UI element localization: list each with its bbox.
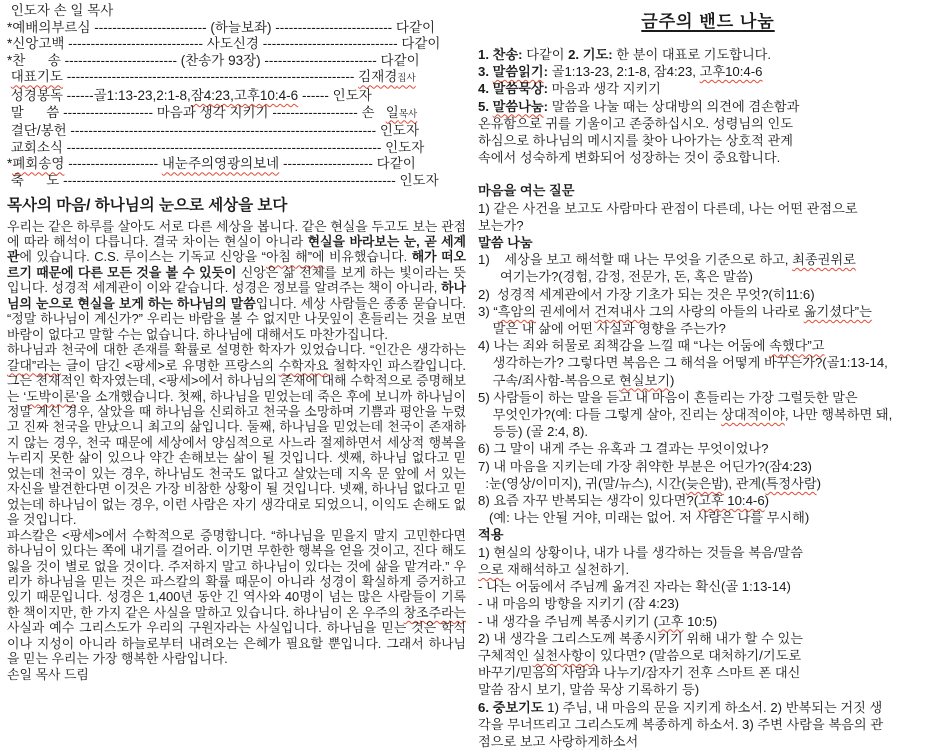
- text-run: 다같이: [522, 47, 569, 62]
- text-run: - 나는 어둠에서 주님께 옮겨진 자라는 확신(골 1:13-14): [478, 579, 791, 595]
- text-line: [478, 337, 938, 354]
- text-run: :눈(영상/이미지), 귀(말/뉴스), 시간(: [478, 475, 686, 491]
- text-run: 각을 무너뜨리고 그리스도께 복종하게 하소서. 3) 주변 사람을 복음의 관: [478, 716, 884, 732]
- text-line: [478, 80, 938, 97]
- text-line: [478, 578, 938, 595]
- misspelled-word: 흑암의: [497, 303, 536, 319]
- text-run: 8) 요즘 자꾸 반복되는 생각이 있다면?(: [478, 493, 699, 509]
- text-run: 사실과 예수 그리스도가 우리의 구원자라는 사실입니다. 하나님을 믿는 것은 학식이나 지성이 아니라 하늘로부터 내려오는 은혜가 필요할 뿐입니다. 그래서 하나님을 믿는 우리는 가장 행복한 사람입니다.: [7, 620, 466, 667]
- text-run: 온유함으로 귀를 기울이고 존중하십시오. 성령님의 인도: [478, 115, 793, 131]
- misspelled-word: 내눈주의영광의보네: [161, 156, 280, 172]
- text-run: (예: 나는 안될 거야, 미래는 없어. 저 사람은 나를 무시해): [478, 510, 810, 526]
- text-run: 말 씀 -------------------- 마음과 생각 지키기 ------------------- 손: [7, 104, 386, 120]
- text-line: [7, 20, 466, 37]
- right-column: [478, 5, 938, 750]
- text-line: [478, 354, 938, 371]
- misspelled-word: 실천사항이: [532, 647, 597, 663]
- text-run: 2) 내 생각을 그리스도께 복종시키기 위해 내가 할 수 있는: [478, 630, 803, 646]
- misspelled-word: 으로: [478, 561, 504, 577]
- text-run: 하나님의 눈으로 현실을 보게 하는 하나님의 말씀: [7, 280, 466, 311]
- text-line: [7, 140, 466, 157]
- text-run: 우리는 같은 하루를 살아도 서로 다른 세상을 봅니다. 같은 현실을 두고도 보는 관점에 따라 해석이 다릅니다. 결국 차이는 현실이 아니라: [7, 218, 466, 249]
- text-run: 무엇인가?(예: 다들 그렇게 살아, 진리는: [478, 407, 722, 423]
- text-run: - 내 마음의 방향을 지키기 (잠 4:23): [478, 596, 679, 612]
- text-run: ): [764, 493, 770, 509]
- text-line: [478, 458, 938, 475]
- misspelled-word: 고후10:4-6: [699, 64, 763, 80]
- text-run: 3) “: [478, 303, 498, 319]
- text-run: 여기는가?(경험, 감정, 전문가, 돈, 혹은 말씀): [478, 269, 753, 285]
- worship-order-list: [7, 3, 466, 190]
- text-line: [478, 423, 938, 440]
- text-run: 마음을 여는 질문: [478, 183, 575, 199]
- text-run: 3.: [478, 64, 493, 80]
- text-line: [478, 251, 938, 268]
- misspelled-word: 상대적이야: [721, 407, 785, 423]
- text-run: 1) 같은 사건을 보고도 사람마다 관점이 다른데, 나는 어떤 관점으로: [478, 200, 858, 216]
- left-column: [7, 3, 466, 682]
- text-run: 글이 담긴 <팡세>로 유명한 프랑스의: [61, 357, 279, 373]
- text-run: 그의 사랑의 아들의 나라로: [645, 303, 804, 319]
- text-run: 에 있습니다. C.S. 루이스는 기독교 신앙을 “: [19, 249, 266, 265]
- text-run: ): [670, 372, 675, 388]
- text-run: 입니다. 세상 사람들은 종종 묻습니다. “정말 하나님이 계신가?” 우리는 바람을 볼 수 없지만 나뭇잎이 흔들리는 것을 보면 바람이 없다고 말할 수는 없습니다. 하나님에 대해서도 마찬가집니다.: [7, 295, 466, 342]
- text-run: 해가 떠오르기 때문에 다른 모든 것을 볼 수 있듯이: [7, 249, 466, 280]
- misspelled-word: 김재경: [358, 69, 398, 85]
- text-line: [7, 173, 466, 190]
- text-run: 1. 찬송:: [478, 47, 523, 62]
- text-run: 6. 중보기도: [478, 699, 544, 715]
- text-run: 등등) (골 2:4, 8).: [478, 424, 589, 440]
- text-line: [478, 647, 938, 664]
- text-line: [7, 123, 466, 140]
- text-line: [478, 509, 938, 526]
- text-line: [7, 156, 466, 173]
- text-run: 2) 성경적 세계관에서 가장 기초가 되는 것은 무엇?(히11:6): [478, 286, 815, 302]
- text-line: [478, 406, 938, 423]
- text-run: :: [543, 98, 549, 114]
- misspelled-word: 사랑하게하소서: [549, 733, 639, 749]
- text-run: 7) 내 마음을 지키는데 가장 취약한 부분은 어딘가?(잠4:23): [478, 458, 812, 474]
- misspelled-word: 옮기셨다”는: [803, 303, 872, 319]
- text-line: [478, 681, 938, 698]
- misspelled-word: 건져내사: [594, 303, 646, 319]
- message-closing-line: 손일 목사 드림: [7, 666, 89, 682]
- text-run: 1) 주님, 내 마음의 문을 지키게 하소서. 2) 반복되는 거짓 생: [543, 699, 883, 715]
- text-line: [478, 217, 938, 234]
- text-run: 축 도 -------------------------------------------------------------------------- 인도자: [7, 172, 439, 188]
- text-line: [478, 613, 938, 630]
- text-run: 인도자 손 일 목사: [7, 3, 114, 18]
- text-run: 현실을 바라보는 눈, 곧 세계관: [7, 233, 466, 265]
- misspelled-word: 아침 해”에: [265, 249, 325, 265]
- text-run: 생각하는가? 그렇다면 복음은 그 해석을 어떻게 바꾸는가?(골1:13-14,: [478, 355, 888, 371]
- text-run: 신앙은 삶 전체를 보게 하는 빛이라는 뜻입니다. 성경적 세계관이 이와 같습니다. 성경은 정보를 알려주는 책이 아니라,: [7, 264, 466, 296]
- text-line: [478, 98, 938, 115]
- text-line: [478, 389, 938, 406]
- text-run: 마음과 생각 지키기: [548, 81, 661, 97]
- text-run: ): [816, 475, 821, 491]
- message-paragraph: [7, 528, 466, 667]
- text-run: :: [543, 64, 549, 80]
- text-run: , 나만 행복하면 돼,: [784, 407, 893, 423]
- text-line: [478, 595, 938, 612]
- misspelled-word: 창조주라는: [403, 604, 466, 620]
- text-run: 한 분이 대표로 기도합니다.: [612, 47, 772, 62]
- misspelled-word: 고후 10:4-6: [698, 493, 765, 509]
- text-run: 권세에서: [536, 303, 595, 319]
- text-run: 적용: [478, 527, 504, 543]
- text-run: 교회소식 ---------------------------------------------------------------------- 인도자: [7, 139, 425, 155]
- text-run: 점으로 보고: [478, 733, 550, 749]
- misspelled-word: 늦은밤: [685, 475, 725, 491]
- text-run: 하심으로 하나님의 메시지를 찾아 나아가는 상호적 관계: [478, 133, 793, 149]
- misspelled-word: 갈대”라는: [7, 357, 62, 373]
- text-run: 4. 말씀묵상:: [478, 81, 549, 97]
- text-run: 4) 나는 죄와 허물로 죄책감을 느낄 때 “나는 어둠에: [478, 338, 770, 354]
- text-line: [478, 268, 938, 285]
- band-sharing-content: [478, 46, 938, 750]
- message-paragraph: [7, 219, 466, 343]
- text-line: [478, 115, 938, 132]
- text-run: 말씀을 나눌 때는 상대방의 의견에 겸손함과: [548, 98, 800, 114]
- text-run: ’을 소개했습니다. 첫째, 하나님을 믿었는데 죽은 후에 보니까 하나님이 정말 계신 경우, 살았을 때 하나님을 신뢰하고 천국을 소망하며 기쁨과 평안을 누렸고 진짜 천국을 만났으니 최고의 삶입니다. 둘째, 하나님을 믿었는데 천국이 존재하지 않는 경우, 천국 때문에 세상에서 양심적으로 사느라 절제하면서 세상적 행복을 누리지 못한 삶이 있으나 약간 손해보는 삶이 될 것입니다. 셋째, 하나님 없다고 믿었는데 천국이 있는 경우, 하나님도 천국도 없다고 살았는데 지옥 문 앞에 서 있는 자신을 발견한다면 이것은 가장 비참한 상황이 될 것입니다. 넷째, 하나님 없다고 믿었는데 하나님이 없는 경우, 이런 사람은 자기 생각대로 되었으니, 이익도 손해도 없을 것입니다.: [7, 388, 467, 528]
- text-line: [478, 200, 938, 217]
- misspelled-word: 집사: [397, 73, 416, 85]
- text-run: 파스칼은 <팡세>에서 수학적으로 증명합니다. “하나님을 믿을지 말지 고민한다면 하나님이 있다는 쪽에 내기를 걸어라. 이기면 무한한 행복을 얻을 것이고, 진다 해도 잃을 것이 별로 없을 것이다. 주저하지 말고 하나님이 있다는 것에 삶을 맡겨라.” 우리가 하나님을 믿는 것은 파스칼의 확률 때문이 아니라 성경이 확실하게 증거하고 있기 때문입니다. 성경은 1,400년 동안 긴 역사와 40명이 넘는 많은 사람들이 기록한 책이지만, 한 가지 같은 사실을 말하고 있습니다. 하나님이 온 우주의: [7, 527, 466, 620]
- spacer: [478, 166, 938, 182]
- text-run: *예배의부르심 ------------------------- (하늘보좌) -------------------------- 다같이: [7, 19, 436, 35]
- text-line: [478, 132, 938, 149]
- text-run: 골1:13-23, 2:1-8, 잠4:23,: [548, 64, 700, 80]
- text-line: [7, 69, 466, 88]
- text-line: [478, 492, 938, 509]
- text-run: 바꾸기/믿음의 사람과 나누기/잠자기 전후 스마트 폰 대신: [478, 665, 801, 681]
- text-line: [478, 526, 938, 543]
- text-line: [7, 53, 466, 70]
- text-line: [478, 63, 938, 80]
- band-sharing-title: 금주의 밴드 나눔: [641, 12, 775, 31]
- misspelled-word: 도박이론: [26, 388, 77, 404]
- text-run: 속에서 성숙하게 변화되어 성장하는 것이 중요합니다.: [478, 150, 781, 166]
- text-line: [478, 733, 938, 750]
- misspelled-word: 고후: [657, 613, 684, 629]
- text-line: [478, 716, 938, 733]
- text-line: [478, 544, 938, 561]
- text-run: 보는가?: [478, 217, 524, 233]
- text-run: 말은 내 삶에 어떤 사실과 영향을 주는가?: [478, 321, 726, 337]
- text-run: 10:5): [683, 613, 718, 629]
- text-line: [478, 182, 938, 199]
- text-line: [7, 88, 466, 105]
- text-line: [478, 699, 938, 716]
- text-run: 말씀 나눔: [478, 235, 533, 251]
- text-run: 구체적인: [478, 647, 533, 663]
- pastor-message-body: [7, 219, 466, 683]
- text-line: [478, 561, 938, 578]
- text-line: [478, 234, 938, 251]
- misspelled-word: 수학자요: [278, 357, 329, 373]
- misspelled-word: 목사: [398, 108, 418, 120]
- text-line: [478, 303, 938, 320]
- text-line: [7, 36, 466, 53]
- text-line: [478, 286, 938, 303]
- text-line: [7, 3, 466, 20]
- text-run: 6) 그 말이 내게 주는 유혹과 그 결과는 무엇이었나?: [478, 441, 769, 457]
- text-run: *신앙고백 ------------------------------ 사도신경 ------------------------------ 다같이: [7, 36, 441, 52]
- text-run: 말씀 잠시 보기, 말씀 묵상 기록하기 등): [478, 682, 700, 698]
- misspelled-word: 말씀읽기: [492, 64, 544, 80]
- misspelled-word: 현실보기: [619, 372, 670, 388]
- text-line: [478, 440, 938, 457]
- text-run: --------------------: [64, 156, 162, 172]
- misspelled-word: 일: [385, 104, 399, 120]
- text-run: ------ 인도자: [298, 87, 372, 103]
- text-run: 성경봉독 ------골1:13-23,2:1-8,: [7, 87, 191, 103]
- text-run: -------------------- 다같이: [279, 156, 416, 172]
- misspelled-word: 특정사람: [765, 475, 817, 491]
- text-run: 5) 사람들이 하는 말을 듣고 내 마음이 흔들리는 가장 그럴듯한 말은: [478, 389, 858, 405]
- misspelled-word: 속했다”고: [769, 338, 825, 354]
- text-line: [478, 630, 938, 647]
- misspelled-word: 최종권위로: [792, 252, 856, 268]
- text-run: *찬 송 ------------------------- (찬송가 93장) ------------------------- 다같이: [7, 52, 420, 68]
- text-run: 비유했습니다.: [324, 249, 412, 265]
- text-line: [478, 320, 938, 337]
- text-line: [478, 149, 938, 166]
- misspelled-word: 잠4:23,고후10:4-6: [190, 87, 299, 103]
- text-run: 구속/죄사함-복음으로: [478, 372, 620, 388]
- text-run: 2. 기도:: [568, 47, 613, 62]
- text-run: *: [7, 156, 13, 172]
- misspelled-word: 말씀나눔: [492, 98, 544, 114]
- text-run: 철학자인 파스칼입니다. 그는 천재적인 학자였는데, <팡세>에서 하나님의 존재에 대해 수학적으로 증명해보는 ‘: [7, 357, 466, 404]
- text-run: - 내 생각을 주님께 복종시키기 (: [478, 613, 658, 629]
- text-line: [7, 105, 466, 124]
- misspelled-word: 폐회송영: [12, 156, 65, 172]
- text-run: ), 관계(: [724, 475, 766, 491]
- text-run: 1) 현실의 상황이나, 내가 나를 생각하는 것들을 복음/말씀: [478, 544, 803, 560]
- text-run: ----------------------------------------------------------------: [62, 69, 359, 85]
- text-run: 하나님과 천국에 대한 존재를 확률로 설명한 학자가 있었습니다. “인간은 생각하는: [7, 342, 466, 358]
- text-run: 있다면? (말씀으로 대처하기/기도로: [596, 647, 802, 663]
- text-run: 5.: [478, 98, 493, 114]
- text-run: 결단/봉헌 -------------------------------------------------------------------- 인도자: [7, 123, 419, 139]
- pastor-message-heading: 목사의 마음/ 하나님의 눈으로 세상을 보다: [7, 196, 288, 214]
- misspelled-word: 대표기도: [10, 69, 63, 85]
- text-line: [478, 46, 938, 63]
- text-line: [478, 372, 938, 389]
- text-line: [478, 475, 938, 492]
- text-run: 1) 세상을 보고 해석할 때 나는 무엇을 기준으로 하고,: [478, 252, 793, 268]
- text-line: [478, 664, 938, 681]
- message-paragraph: [7, 342, 466, 527]
- text-run: 재해석하고 실천하기.: [503, 561, 630, 577]
